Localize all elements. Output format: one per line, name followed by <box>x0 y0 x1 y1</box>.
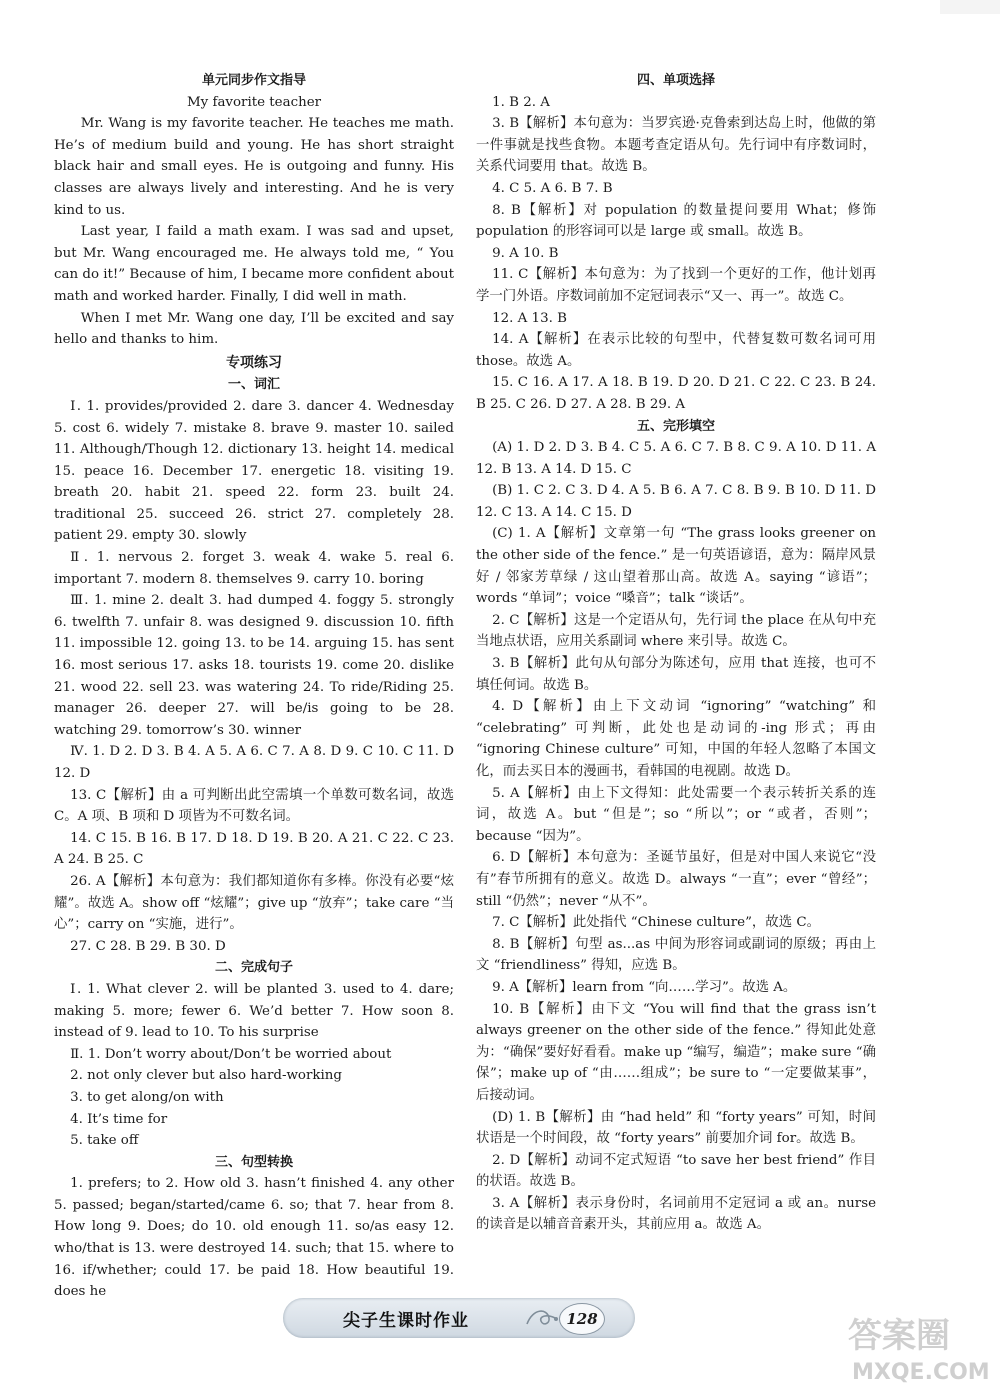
cloze-heading: 五、完形填空 <box>636 418 715 434</box>
essay-paragraph: Mr. Wang is my favorite teacher. He teaches me math. He’s of medium build and young. He has short straight black hair and small eyes. He is outgoing and funny. His classes are always lively and interesting. And he is very kind to us. <box>54 116 454 218</box>
choice-answer: 15. C 16. A 17. A 18. B 19. D 20. D 21. C 22. C 23. B 24. B 25. C 26. D 27. A 28. B 29. A <box>476 375 876 412</box>
vocab-answer: 27. C 28. B 29. B 30. D <box>70 938 226 954</box>
vocab-answer: Ⅰ. 1. provides/provided 2. dare 3. dancer 4. Wednesday 5. cost 6. widely 7. mistake 8. brave 9. master 10. sailed 11. Although/Though 12. dictionary 13. height 14. medical 15. peace 16. December 17. energetic 18. visiting 19. breath 20. habit 21. speed 22. form 23. built 24. traditional 25. succeed 26. strict 27. completely 28. patient 29. empty 30. slowly <box>54 398 454 544</box>
choice-answer: 8. B【解析】对 population 的数量提问要用 What；修饰 population 的形容词可以是 large 或 small。故选 B。 <box>476 202 876 240</box>
essay-title: My favorite teacher <box>186 94 322 110</box>
essay-paragraph: When I met Mr. Wang one day, I’ll be excited and say hello and thanks to him. <box>54 310 454 348</box>
vocab-answer: Ⅳ. 1. D 2. D 3. B 4. A 5. A 6. C 7. A 8. D 9. C 10. C 11. D 12. D <box>54 744 454 781</box>
cloze-answer: 3. B【解析】此句从句部分为陈述句，应用 that 连接，也可不填任何词。故选 B。 <box>476 656 876 693</box>
cloze-answer: (C) 1. A【解析】文章第一句 “The grass looks greener on the other side of the fence.” 是一句英语谚语，意为：隔岸风景好 / 邻家芳草绿 / 这山望着那山高。故选 A。saying “谚语”；words “单词”；voice “嗓音”；talk “谈话”。 <box>476 526 876 607</box>
cloze-answer: 10. B【解析】由下文 “You will find that the grass isn’t always greener on the other side of the fence.” 得知此处意为：“确保”要好好看看。make up “编写，编造”；make sure “确保”；make up of “由……组成”；be sure to “一定要做某事”，后接动词。 <box>476 1001 876 1103</box>
choice-answer: 9. A 10. B <box>492 245 559 261</box>
choice-heading: 四、单项选择 <box>636 73 715 88</box>
sentence-answer: 2. not only clever but also hard-working <box>70 1068 342 1084</box>
choice-answer: 11. C【解析】本句意为：为了找到一个更好的工作，他计划再学一门外语。序数词前加不定冠词表示“又一、再一”。故选 C。 <box>476 267 876 304</box>
vocab-answer: 14. C 15. B 16. B 17. D 18. D 19. B 20. A 21. C 22. C 23. A 24. B 25. C <box>54 830 454 868</box>
choice-answer: 4. C 5. A 6. B 7. B <box>492 180 613 196</box>
transform-answer: 1. prefers; to 2. How old 3. hasn’t finished 4. any other 5. passed; began/started/came 6. so; that 7. hear from 8. How long 9. Does; do 10. old enough 11. so/as easy 12. who/that is 13. were destroyed 14. such; that 15. where to 16. if/whether; could 17. be paid 18. How beautiful 19. does he <box>54 1176 454 1300</box>
cloze-answer: 2. C【解析】这是一个定语从句，先行词 the place 在从句中充当地点状语，应用关系副词 where 来引导。故选 C。 <box>476 612 876 650</box>
cloze-answer: 9. A【解析】learn from “向……学习”。故选 A。 <box>492 979 797 995</box>
sentence-answer: Ⅱ. 1. Don’t worry about/Don’t be worried about <box>70 1046 392 1062</box>
watermark-url: MXQE.COM <box>852 1360 990 1385</box>
page-number: 128 <box>559 1303 605 1335</box>
page-corner-mark <box>940 0 1000 14</box>
cloze-answer: 5. A【解析】由上下文得知：此处需要一个表示转折关系的连词，故选 A。but “但是”；so “所以”；or “或者，否则”；because “因为”。 <box>476 785 876 844</box>
cloze-answer: 6. D【解析】本句意为：圣诞节虽好，但是对中国人来说它“没有”春节所拥有的意义。故选 D。always “一直”；ever “曾经”；still “仍然”；never “从不”。 <box>476 850 876 909</box>
vocab-heading: 一、词汇 <box>227 377 280 393</box>
footer-title: 尖子生课时作业 <box>343 1311 469 1331</box>
cloze-answer: (A) 1. D 2. D 3. B 4. C 5. A 6. C 7. B 8. C 9. A 10. D 11. A 12. B 13. A 14. D 15. C <box>476 440 876 477</box>
writing-heading: 单元同步作文指导 <box>201 73 306 88</box>
sentence-answer: 5. take off <box>70 1133 139 1149</box>
vocab-answer: 26. A【解析】本句意为：我们都知道你有多棒。你没有必要“炫耀”。故选 A。show off “炫耀”；give up “放弃”；take care “当心”；carry on “实施，进行”。 <box>54 873 454 933</box>
practice-heading: 专项练习 <box>226 354 282 371</box>
cloze-answer: 2. D【解析】动词不定式短语 “to save her best friend” 作目的状语。故选 B。 <box>476 1152 876 1190</box>
cloze-answer: 3. A【解析】表示身份时，名词前用不定冠词 a 或 an。nurse 的读音是以辅音音素开头，其前应用 a。故选 A。 <box>476 1195 876 1233</box>
swirl-ornament-icon <box>525 1304 561 1332</box>
essay-paragraph: Last year, I faild a math exam. I was sad and upset, but Mr. Wang encouraged me. He always told me, “ You can do it!” Because of him, I became more confident about math and worked harder. Finally, I did well in math. <box>54 224 454 304</box>
choice-answer: 3. B【解析】本句意为：当罗宾逊·克鲁索到达岛上时，他做的第一件事就是找些食物。本题考查定语从句。先行词中有序数词时，关系代词要用 that。故选 B。 <box>476 116 876 175</box>
choice-answer: 12. A 13. B <box>492 310 567 326</box>
sentence-heading: 二、完成句子 <box>214 960 293 976</box>
cloze-answer: 7. C【解析】此处指代 “Chinese culture”，故选 C。 <box>492 915 820 931</box>
choice-answer: 14. A【解析】在表示比较的句型中，代替复数可数名词可用 those。故选 A。 <box>476 332 876 369</box>
sentence-answer: 3. to get along/on with <box>70 1089 224 1105</box>
vocab-answer: 13. C【解析】由 a 可判断出此空需填一个单数可数名词，故选 C。A 项、B 项和 D 项皆为不可数名词。 <box>54 787 454 825</box>
page-footer-banner <box>283 1298 635 1338</box>
sentence-answer: Ⅰ. 1. What clever 2. will be planted 3. used to 4. dare; making 5. more; fewer 6. We’d better 7. How soon 8. instead of 9. lead to 10. To his surprise <box>54 981 454 1041</box>
watermark-logo-text: 答案圈 <box>848 1316 950 1356</box>
cloze-answer: 8. B【解析】句型 as...as 中间为形容词或副词的原级；再由上文 “friendliness” 得知，应选 B。 <box>476 936 876 974</box>
left-column <box>54 70 454 1303</box>
sentence-answer: 4. It’s time for <box>70 1111 168 1127</box>
cloze-answer: (D) 1. B【解析】由 “had held” 和 “forty years” 可知，时间状语是一个时间段，故 “forty years” 前要加介词 for。故选 B。 <box>476 1109 876 1147</box>
vocab-answer: Ⅲ. 1. mine 2. dealt 3. had dumped 4. foggy 5. strongly 6. twelfth 7. unfair 8. was designed 9. discussion 10. fifth 11. impossible 12. going 13. to be 14. arguing 15. has sent 16. most serious 17. asks 18. tourists 19. come 20. dislike 21. wood 22. sell 23. was watering 24. To ride/Riding 25. manager 26. deeper 27. will be/is going to be 28. watching 29. tomorrow’s 30. winner <box>54 593 454 738</box>
right-column <box>476 70 876 1236</box>
cloze-answer: (B) 1. C 2. C 3. D 4. A 5. B 6. A 7. C 8. B 9. B 10. D 11. D 12. C 13. A 14. C 15. D <box>476 483 876 520</box>
cloze-answer: 4. D【解析】由上下文动词 “ignoring” “watching” 和 “celebrating” 可判断，此处也是动词的-ing 形式；再由 “ignoring Chinese culture” 可知，中国的年轻人忽略了本国文化，而去买日本的漫画书，看韩国的电视剧。故选 D。 <box>476 699 876 779</box>
vocab-answer: Ⅱ. 1. nervous 2. forget 3. weak 4. wake 5. real 6. important 7. modern 8. themselves 9. carry 10. boring <box>54 550 454 587</box>
watermark-logo <box>842 1307 992 1387</box>
transform-heading: 三、句型转换 <box>214 1154 293 1170</box>
choice-answer: 1. B 2. A <box>492 94 550 110</box>
